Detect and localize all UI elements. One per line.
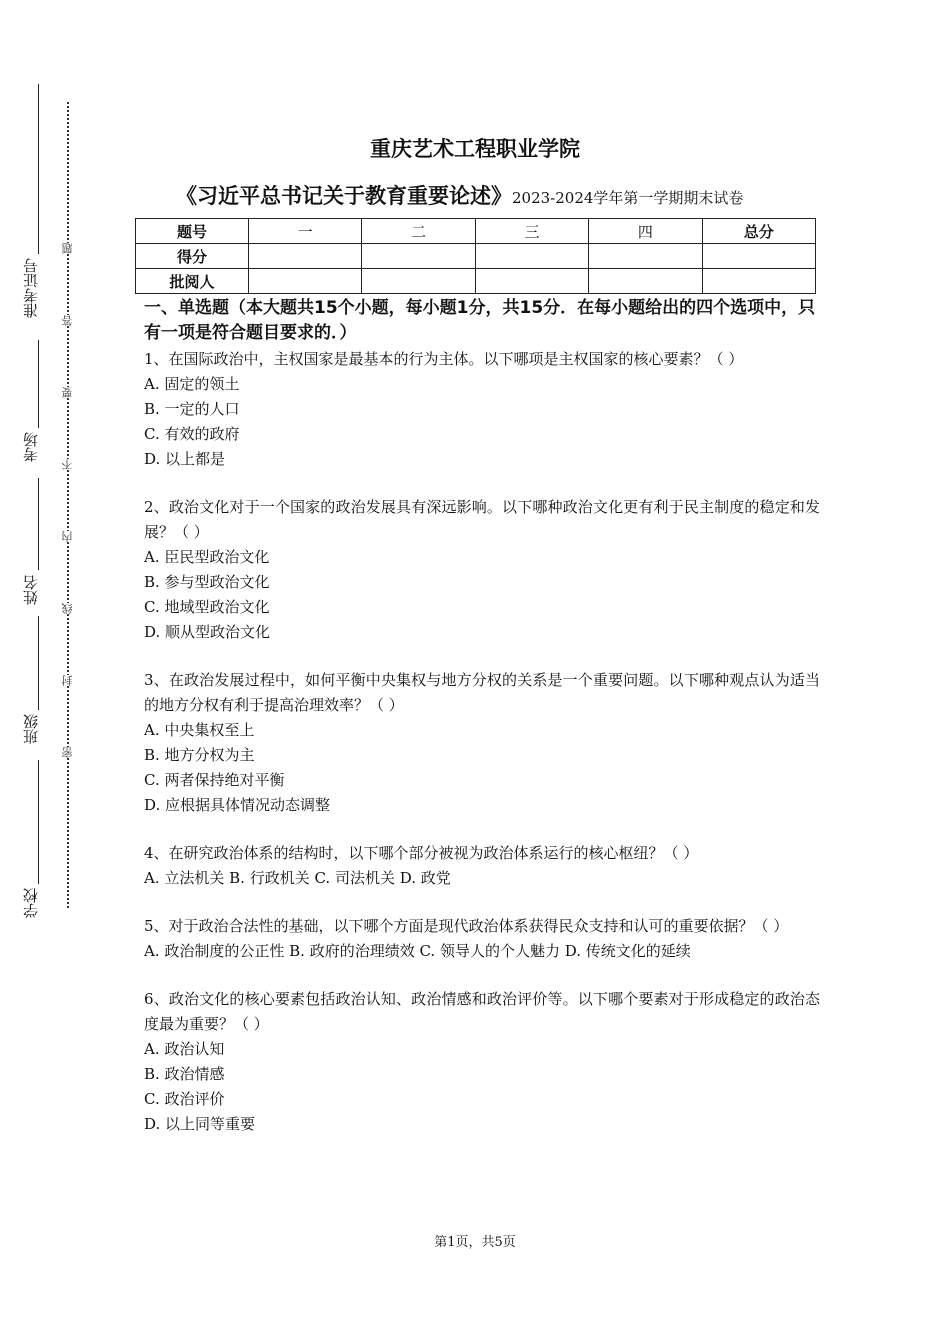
option: D. 顺从型政治文化 bbox=[144, 623, 271, 641]
question-1 bbox=[144, 347, 820, 472]
seal-char: 要 bbox=[61, 387, 74, 398]
binding-margin bbox=[0, 0, 60, 1344]
option: B. 参与型政治文化 bbox=[144, 573, 270, 591]
question-stem: 1、在国际政治中，主权国家是最基本的行为主体。以下哪项是主权国家的核心要素？（ ） bbox=[144, 350, 744, 368]
header-cell: 总分 bbox=[702, 219, 815, 244]
question-6 bbox=[144, 987, 820, 1137]
option: B. 政治情感 bbox=[144, 1065, 225, 1083]
reviewer-cell bbox=[362, 269, 475, 294]
score-table bbox=[135, 218, 816, 294]
option: C. 政治评价 bbox=[144, 1090, 225, 1108]
seal-dotted-line bbox=[67, 102, 69, 908]
question-stem: 5、对于政治合法性的基础，以下哪个方面是现代政治体系获得民众支持和认可的重要依据？（ ） bbox=[144, 917, 789, 935]
question-2 bbox=[144, 495, 820, 645]
option: A. 政治认知 bbox=[144, 1040, 225, 1058]
line-exam-number bbox=[38, 84, 39, 254]
label-school: 学校 bbox=[22, 888, 40, 918]
option: B. 一定的人口 bbox=[144, 400, 240, 418]
row-label: 批阅人 bbox=[136, 269, 249, 294]
score-cell bbox=[249, 244, 362, 269]
question-4 bbox=[144, 841, 820, 891]
question-stem: 3、在政治发展过程中，如何平衡中央集权与地方分权的关系是一个重要问题。以下哪种观点认为适当的地方分权有利于提高治理效率？（ ） bbox=[144, 671, 820, 714]
option: C. 两者保持绝对平衡 bbox=[144, 771, 285, 789]
reviewer-cell bbox=[702, 269, 815, 294]
question-stem: 4、在研究政治体系的结构时，以下哪个部分被视为政治体系运行的核心枢纽？（ ） bbox=[144, 844, 699, 862]
score-cell bbox=[702, 244, 815, 269]
header-cell: 二 bbox=[362, 219, 475, 244]
question-stem: 6、政治文化的核心要素包括政治认知、政治情感和政治评价等。以下哪个要素对于形成稳定的政治态度最为重要？（ ） bbox=[144, 990, 820, 1033]
question-3 bbox=[144, 668, 820, 818]
line-name bbox=[38, 478, 39, 570]
score-row bbox=[136, 244, 816, 269]
option: A. 固定的领土 bbox=[144, 375, 240, 393]
line-school bbox=[38, 760, 39, 884]
reviewer-row bbox=[136, 269, 816, 294]
option: D. 以上同等重要 bbox=[144, 1115, 256, 1133]
header-cell: 题号 bbox=[136, 219, 249, 244]
seal-char: 封 bbox=[61, 675, 74, 686]
reviewer-cell bbox=[589, 269, 702, 294]
option: C. 有效的政府 bbox=[144, 425, 240, 443]
line-class bbox=[38, 616, 39, 710]
score-table-header bbox=[136, 219, 816, 244]
score-cell bbox=[475, 244, 588, 269]
seal-char: 题 bbox=[61, 243, 74, 254]
question-5 bbox=[144, 914, 820, 964]
term-title: 2023-2024学年第一学期期末试卷 bbox=[512, 189, 744, 207]
option: A. 立法机关 B. 行政机关 C. 司法机关 D. 政党 bbox=[144, 869, 451, 887]
option: A. 政治制度的公正性 B. 政府的治理绩效 C. 领导人的个人魅力 D. 传统文化的延续 bbox=[144, 942, 691, 960]
row-label: 得分 bbox=[136, 244, 249, 269]
question-stem: 2、政治文化对于一个国家的政治发展具有深远影响。以下哪种政治文化更有利于民主制度的稳定和发展？（ ） bbox=[144, 498, 820, 541]
label-class: 班级 bbox=[22, 714, 40, 744]
header-cell: 一 bbox=[249, 219, 362, 244]
option: D. 应根据具体情况动态调整 bbox=[144, 796, 331, 814]
seal-char: 内 bbox=[61, 531, 74, 542]
line-exam-room bbox=[38, 340, 39, 428]
course-title: 《习近平总书记关于教育重要论述》 bbox=[176, 184, 512, 208]
seal-char: 不 bbox=[61, 459, 74, 470]
exam-subtitle bbox=[176, 180, 743, 210]
option: A. 中央集权至上 bbox=[144, 721, 255, 739]
option: B. 地方分权为主 bbox=[144, 746, 255, 764]
reviewer-cell bbox=[249, 269, 362, 294]
exam-content bbox=[144, 296, 820, 1137]
seal-char: 答 bbox=[61, 315, 74, 326]
option: C. 地域型政治文化 bbox=[144, 598, 270, 616]
header-cell: 四 bbox=[589, 219, 702, 244]
seal-char: 密 bbox=[61, 747, 74, 758]
label-exam-room: 考场 bbox=[22, 432, 40, 462]
label-name: 姓名 bbox=[22, 575, 40, 605]
reviewer-cell bbox=[475, 269, 588, 294]
option: A. 臣民型政治文化 bbox=[144, 548, 270, 566]
label-exam-number: 准考证号 bbox=[22, 258, 40, 318]
option: D. 以上都是 bbox=[144, 450, 226, 468]
section-title: 一、单选题（本大题共15个小题，每小题1分，共15分．在每小题给出的四个选项中，只有一项是符合题目要求的．） bbox=[144, 298, 816, 343]
page-footer: 第1页，共5页 bbox=[434, 1235, 516, 1250]
score-cell bbox=[362, 244, 475, 269]
score-cell bbox=[589, 244, 702, 269]
header-cell: 三 bbox=[475, 219, 588, 244]
school-title: 重庆艺术工程职业学院 bbox=[370, 137, 580, 161]
seal-char: 线 bbox=[61, 603, 74, 614]
